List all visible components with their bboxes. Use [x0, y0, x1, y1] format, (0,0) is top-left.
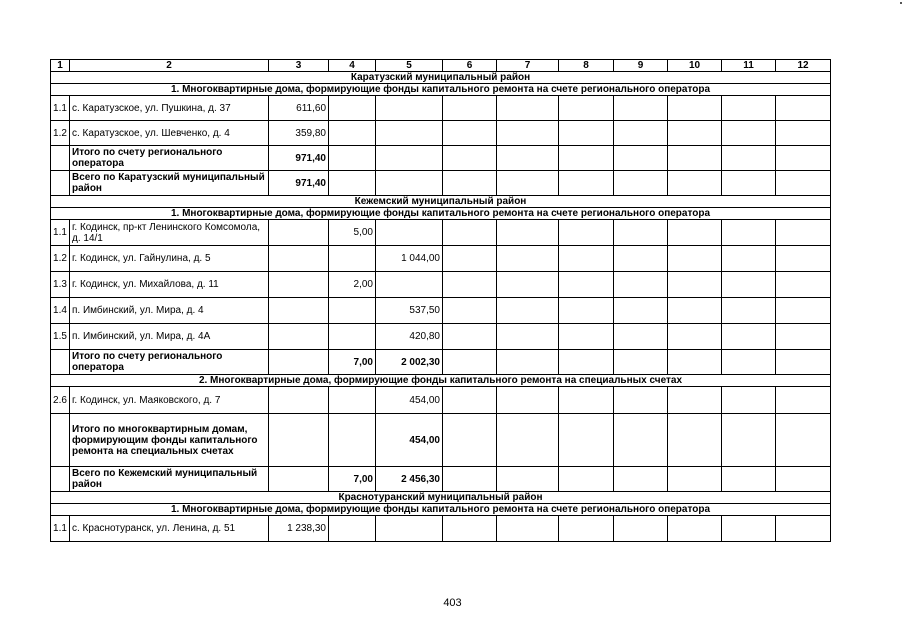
column-header: 7	[497, 60, 559, 72]
empty-cell	[497, 121, 559, 146]
value-col4	[329, 246, 376, 272]
empty-cell	[776, 146, 831, 171]
table-row	[51, 246, 831, 272]
value-col5: 537,50	[376, 298, 443, 324]
empty-cell	[614, 220, 668, 246]
empty-cell	[614, 96, 668, 121]
district-total-col5	[376, 171, 443, 196]
subtotal-col5: 2 002,30	[376, 350, 443, 375]
column-header: 8	[559, 60, 614, 72]
empty-cell	[559, 220, 614, 246]
section-row	[51, 504, 831, 516]
empty-cell	[51, 146, 70, 171]
address-cell: с. Каратузское, ул. Шевченко, д. 4	[70, 121, 269, 146]
section-title: 1. Многоквартирные дома, формирующие фонды капитального ремонта на счете регионального оператора	[51, 208, 831, 220]
value-col5: 454,00	[376, 387, 443, 414]
value-col4: 5,00	[329, 220, 376, 246]
address-cell: г. Кодинск, ул. Михайлова, д. 11	[70, 272, 269, 298]
empty-cell	[559, 516, 614, 542]
empty-cell	[776, 467, 831, 492]
address-cell: с. Каратузское, ул. Пушкина, д. 37	[70, 96, 269, 121]
empty-cell	[614, 146, 668, 171]
empty-cell	[497, 246, 559, 272]
empty-cell	[668, 350, 722, 375]
district-row	[51, 196, 831, 208]
value-col5	[376, 272, 443, 298]
empty-cell	[722, 324, 776, 350]
empty-cell	[614, 467, 668, 492]
district-total-row	[51, 171, 831, 196]
value-col3: 1 238,30	[269, 516, 329, 542]
table-row	[51, 272, 831, 298]
empty-cell	[614, 324, 668, 350]
empty-cell	[776, 414, 831, 467]
empty-cell	[443, 350, 497, 375]
empty-cell	[51, 171, 70, 196]
empty-cell	[668, 146, 722, 171]
empty-cell	[559, 121, 614, 146]
empty-cell	[443, 298, 497, 324]
empty-cell	[776, 272, 831, 298]
empty-cell	[668, 220, 722, 246]
empty-cell	[51, 350, 70, 375]
empty-cell	[668, 171, 722, 196]
section-row	[51, 375, 831, 387]
column-header: 10	[668, 60, 722, 72]
empty-cell	[443, 171, 497, 196]
empty-cell	[497, 414, 559, 467]
row-number: 2.6	[51, 387, 70, 414]
empty-cell	[722, 350, 776, 375]
empty-cell	[722, 246, 776, 272]
empty-cell	[668, 467, 722, 492]
empty-cell	[559, 272, 614, 298]
empty-cell	[668, 121, 722, 146]
column-header: 5	[376, 60, 443, 72]
subtotal-col3	[269, 350, 329, 375]
empty-cell	[776, 96, 831, 121]
subtotal-label: Итого по многоквартирным домам, формирующим фонды капитального ремонта на специальных счетах	[70, 414, 269, 467]
column-header: 1	[51, 60, 70, 72]
row-number: 1.5	[51, 324, 70, 350]
subtotal-col4	[329, 146, 376, 171]
value-col3	[269, 246, 329, 272]
empty-cell	[776, 516, 831, 542]
empty-cell	[776, 324, 831, 350]
empty-cell	[614, 414, 668, 467]
page-number: 403	[443, 597, 462, 609]
subtotal-row	[51, 146, 831, 171]
district-row	[51, 72, 831, 84]
empty-cell	[668, 246, 722, 272]
row-number: 1.3	[51, 272, 70, 298]
empty-cell	[722, 272, 776, 298]
empty-cell	[722, 387, 776, 414]
address-cell: г. Кодинск, ул. Гайнулина, д. 5	[70, 246, 269, 272]
district-total-col5: 2 456,30	[376, 467, 443, 492]
district-total-col3: 971,40	[269, 171, 329, 196]
empty-cell	[443, 121, 497, 146]
table-row	[51, 96, 831, 121]
subtotal-col3: 971,40	[269, 146, 329, 171]
empty-cell	[559, 171, 614, 196]
empty-cell	[559, 298, 614, 324]
address-cell: п. Имбинский, ул. Мира, д. 4А	[70, 324, 269, 350]
value-col5	[376, 516, 443, 542]
value-col4: 2,00	[329, 272, 376, 298]
value-col3	[269, 298, 329, 324]
empty-cell	[559, 146, 614, 171]
empty-cell	[51, 414, 70, 467]
empty-cell	[722, 298, 776, 324]
district-total-col4: 7,00	[329, 467, 376, 492]
empty-cell	[668, 298, 722, 324]
value-col5	[376, 96, 443, 121]
empty-cell	[722, 467, 776, 492]
column-header: 9	[614, 60, 668, 72]
section-row	[51, 84, 831, 96]
column-header: 4	[329, 60, 376, 72]
address-cell: с. Краснотуранск, ул. Ленина, д. 51	[70, 516, 269, 542]
district-name: Краснотуранский муниципальный район	[51, 492, 831, 504]
empty-cell	[497, 220, 559, 246]
row-number: 1.2	[51, 246, 70, 272]
empty-cell	[559, 246, 614, 272]
empty-cell	[614, 350, 668, 375]
empty-cell	[559, 467, 614, 492]
empty-cell	[776, 350, 831, 375]
column-number-row	[51, 60, 831, 72]
scan-dot	[900, 2, 902, 4]
address-cell: г. Кодинск, ул. Маяковского, д. 7	[70, 387, 269, 414]
empty-cell	[614, 272, 668, 298]
empty-cell	[614, 171, 668, 196]
empty-cell	[497, 171, 559, 196]
empty-cell	[443, 516, 497, 542]
row-number: 1.1	[51, 516, 70, 542]
empty-cell	[497, 350, 559, 375]
empty-cell	[497, 516, 559, 542]
subtotal-col5: 454,00	[376, 414, 443, 467]
empty-cell	[776, 246, 831, 272]
section-title: 1. Многоквартирные дома, формирующие фонды капитального ремонта на счете регионального оператора	[51, 84, 831, 96]
column-header: 2	[70, 60, 269, 72]
empty-cell	[443, 146, 497, 171]
empty-cell	[497, 146, 559, 171]
section-row	[51, 208, 831, 220]
value-col4	[329, 298, 376, 324]
empty-cell	[497, 387, 559, 414]
district-total-col4	[329, 171, 376, 196]
table-body	[51, 60, 831, 542]
value-col5	[376, 121, 443, 146]
value-col3	[269, 220, 329, 246]
district-name: Каратузский муниципальный район	[51, 72, 831, 84]
empty-cell	[559, 414, 614, 467]
empty-cell	[443, 324, 497, 350]
table-row	[51, 516, 831, 542]
row-number: 1.4	[51, 298, 70, 324]
empty-cell	[668, 516, 722, 542]
empty-cell	[776, 220, 831, 246]
table-row	[51, 298, 831, 324]
empty-cell	[722, 121, 776, 146]
table-row	[51, 220, 831, 246]
column-header: 11	[722, 60, 776, 72]
value-col4	[329, 121, 376, 146]
subtotal-col4: 7,00	[329, 350, 376, 375]
table-row	[51, 324, 831, 350]
empty-cell	[443, 246, 497, 272]
empty-cell	[614, 298, 668, 324]
empty-cell	[443, 467, 497, 492]
district-name: Кежемский муниципальный район	[51, 196, 831, 208]
empty-cell	[559, 324, 614, 350]
address-cell: г. Кодинск, пр-кт Ленинского Комсомола, д. 14/1	[70, 220, 269, 246]
value-col3	[269, 324, 329, 350]
table-row	[51, 121, 831, 146]
empty-cell	[668, 272, 722, 298]
value-col4	[329, 324, 376, 350]
empty-cell	[559, 387, 614, 414]
empty-cell	[776, 298, 831, 324]
empty-cell	[614, 516, 668, 542]
empty-cell	[668, 387, 722, 414]
subtotal-col3	[269, 414, 329, 467]
empty-cell	[443, 272, 497, 298]
value-col4	[329, 96, 376, 121]
subtotal-row	[51, 350, 831, 375]
empty-cell	[776, 121, 831, 146]
empty-cell	[668, 96, 722, 121]
empty-cell	[443, 387, 497, 414]
empty-cell	[559, 96, 614, 121]
empty-cell	[443, 96, 497, 121]
empty-cell	[722, 220, 776, 246]
subtotal-label: Итого по счету регионального оператора	[70, 350, 269, 375]
value-col4	[329, 516, 376, 542]
subtotal-col4	[329, 414, 376, 467]
row-number: 1.2	[51, 121, 70, 146]
empty-cell	[776, 387, 831, 414]
value-col5: 420,80	[376, 324, 443, 350]
capital-repair-table	[50, 59, 831, 542]
table-row	[51, 387, 831, 414]
row-number: 1.1	[51, 96, 70, 121]
subtotal-row	[51, 414, 831, 467]
empty-cell	[51, 467, 70, 492]
empty-cell	[497, 96, 559, 121]
empty-cell	[497, 324, 559, 350]
empty-cell	[614, 246, 668, 272]
address-cell: п. Имбинский, ул. Мира, д. 4	[70, 298, 269, 324]
row-number: 1.1	[51, 220, 70, 246]
district-total-col3	[269, 467, 329, 492]
value-col5	[376, 220, 443, 246]
section-title: 2. Многоквартирные дома, формирующие фонды капитального ремонта на специальных счетах	[51, 375, 831, 387]
empty-cell	[559, 350, 614, 375]
value-col5: 1 044,00	[376, 246, 443, 272]
value-col3	[269, 272, 329, 298]
district-total-label: Всего по Каратузский муниципальный район	[70, 171, 269, 196]
empty-cell	[722, 414, 776, 467]
empty-cell	[668, 414, 722, 467]
empty-cell	[497, 467, 559, 492]
value-col3	[269, 387, 329, 414]
empty-cell	[614, 387, 668, 414]
value-col3: 359,80	[269, 121, 329, 146]
district-row	[51, 492, 831, 504]
district-total-row	[51, 467, 831, 492]
empty-cell	[497, 298, 559, 324]
column-header: 6	[443, 60, 497, 72]
column-header: 3	[269, 60, 329, 72]
empty-cell	[722, 96, 776, 121]
column-header: 12	[776, 60, 831, 72]
value-col4	[329, 387, 376, 414]
empty-cell	[443, 414, 497, 467]
empty-cell	[722, 146, 776, 171]
empty-cell	[722, 171, 776, 196]
empty-cell	[722, 516, 776, 542]
district-total-label: Всего по Кежемский муниципальный район	[70, 467, 269, 492]
empty-cell	[668, 324, 722, 350]
value-col3: 611,60	[269, 96, 329, 121]
empty-cell	[497, 272, 559, 298]
empty-cell	[614, 121, 668, 146]
subtotal-label: Итого по счету регионального оператора	[70, 146, 269, 171]
empty-cell	[443, 220, 497, 246]
subtotal-col5	[376, 146, 443, 171]
section-title: 1. Многоквартирные дома, формирующие фонды капитального ремонта на счете регионального оператора	[51, 504, 831, 516]
empty-cell	[776, 171, 831, 196]
